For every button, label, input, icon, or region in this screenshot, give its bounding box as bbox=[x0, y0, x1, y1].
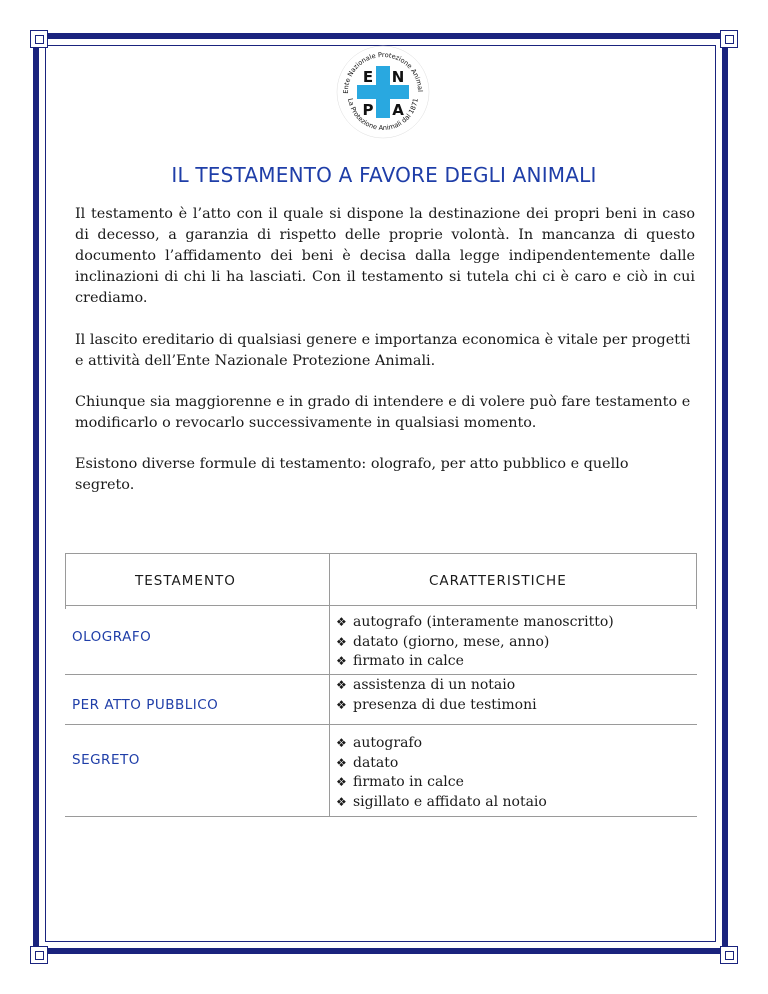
list-item: ❖ autografo bbox=[336, 734, 547, 754]
list-item: ❖ firmato in calce bbox=[336, 652, 614, 672]
logo-arc-top-text: Ente Nazionale Protezione Animal bbox=[341, 50, 425, 94]
features-list-segreto bbox=[336, 734, 547, 812]
bullet-diamond-icon: ❖ bbox=[336, 697, 347, 712]
column-header-testamento: TESTAMENTO bbox=[135, 573, 236, 589]
corner-ornament-top-right bbox=[720, 30, 738, 48]
list-item: ❖ autografo (interamente manoscritto) bbox=[336, 613, 614, 633]
table-rule-row-2 bbox=[65, 724, 697, 725]
bullet-diamond-icon: ❖ bbox=[336, 634, 347, 649]
eligibility-paragraph: Chiunque sia maggiorenne e in grado di intendere e di volere può fare testamento e modificarlo o revocarlo successivamente in qualsiasi momento. bbox=[75, 394, 691, 431]
logo-letter-a: A bbox=[392, 101, 404, 119]
page-title: IL TESTAMENTO A FAVORE DEGLI ANIMALI bbox=[171, 163, 597, 187]
features-list-olografo bbox=[336, 613, 614, 672]
table-edge-right bbox=[696, 553, 697, 609]
bullet-diamond-icon: ❖ bbox=[336, 678, 347, 692]
column-header-caratteristiche: CARATTERISTICHE bbox=[429, 573, 567, 589]
corner-ornament-top-left bbox=[30, 30, 48, 48]
list-item: ❖ firmato in calce bbox=[336, 773, 547, 793]
bullet-diamond-icon: ❖ bbox=[336, 755, 347, 770]
intro-paragraph: Il testamento è l’atto con il quale si dispone la destinazione dei propri beni in caso di decesso, a garanzia di rispetto delle proprie volontà. In mancanza di questo documento l’affidamento dei beni è decisa dalla legge indipendentemente dalle inclinazioni di chi li ha lasciati. Con il testamento si tutela chi ci è caro e ciò in cui crediamo. bbox=[75, 206, 695, 306]
logo-letter-p: P bbox=[362, 101, 374, 119]
table-rule-bottom bbox=[65, 816, 697, 817]
corner-ornament-bottom-left bbox=[30, 946, 48, 964]
enpa-logo bbox=[336, 45, 430, 139]
list-item: ❖ assistenza di un notaio bbox=[336, 676, 537, 696]
row-label-segreto: SEGRETO bbox=[72, 752, 140, 768]
bequest-paragraph: Il lascito ereditario di qualsiasi genere e importanza economica è vitale per progetti e attività dell’Ente Nazionale Protezione Animali. bbox=[75, 332, 691, 369]
row-label-atto-pubblico: PER ATTO PUBBLICO bbox=[72, 697, 219, 713]
list-item: ❖ datato bbox=[336, 754, 547, 774]
list-item: ❖ presenza di due testimoni bbox=[336, 696, 537, 716]
logo-arc-bottom-text: La Protezione Animali dal 1871 bbox=[346, 97, 420, 133]
table-rule-top bbox=[65, 553, 697, 554]
logo-letter-e: E bbox=[362, 68, 374, 86]
bullet-diamond-icon: ❖ bbox=[336, 654, 347, 668]
table-column-divider bbox=[329, 553, 330, 817]
list-item: ❖ datato (giorno, mese, anno) bbox=[336, 633, 614, 653]
bullet-diamond-icon: ❖ bbox=[336, 615, 347, 629]
features-list-atto-pubblico bbox=[336, 676, 537, 715]
bullet-diamond-icon: ❖ bbox=[336, 775, 347, 789]
bullet-diamond-icon: ❖ bbox=[336, 736, 347, 750]
list-item: ❖ sigillato e affidato al notaio bbox=[336, 793, 547, 813]
bullet-diamond-icon: ❖ bbox=[336, 794, 347, 809]
types-paragraph: Esistono diverse formule di testamento: olografo, per atto pubblico e quello segreto. bbox=[75, 456, 629, 493]
logo-cross-horizontal bbox=[357, 85, 409, 99]
table-rule-header bbox=[65, 605, 697, 606]
testament-types-table bbox=[65, 553, 697, 817]
table-rule-row-1 bbox=[65, 674, 697, 675]
logo-letter-n: N bbox=[391, 68, 405, 86]
corner-ornament-bottom-right bbox=[720, 946, 738, 964]
table-edge-left bbox=[65, 553, 66, 609]
row-label-olografo: OLOGRAFO bbox=[72, 629, 152, 645]
